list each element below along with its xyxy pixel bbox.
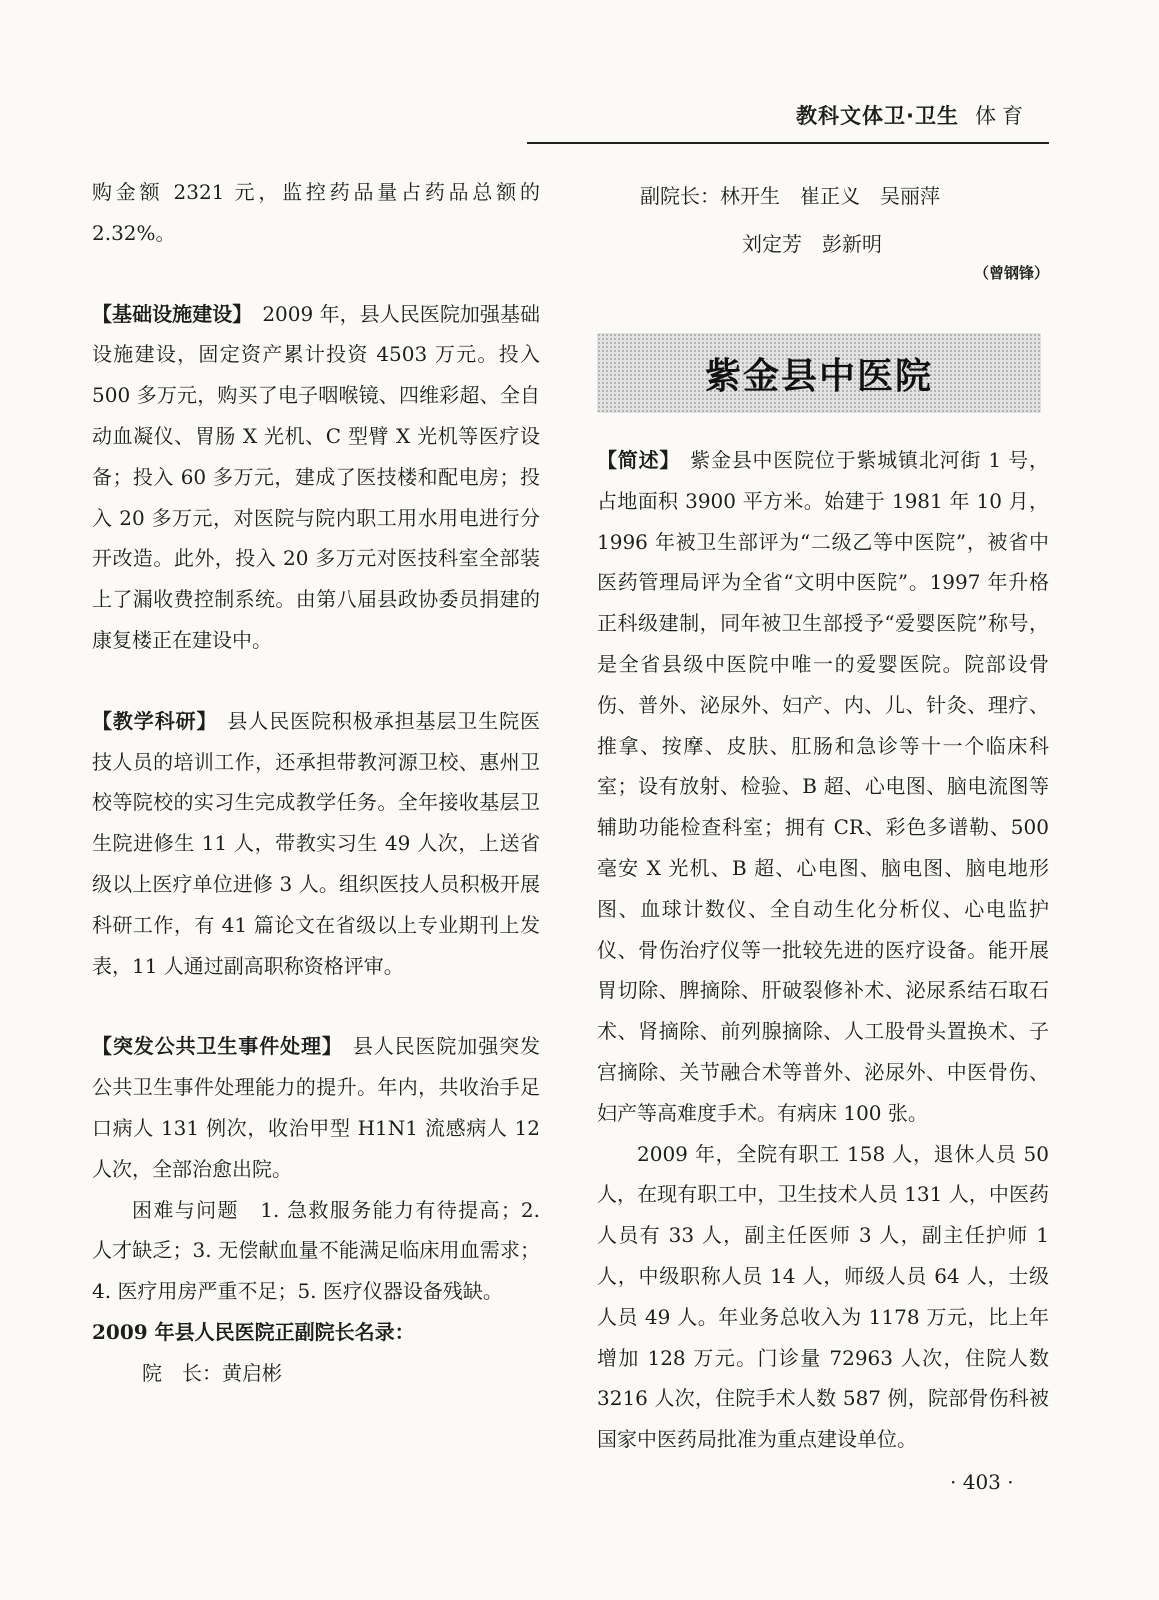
overview-heading: 【简述】 [597,448,681,472]
vice-president-line-2: 刘定芳 彭新明 [742,232,882,256]
header-section: 教科文体卫·卫生 [796,104,959,128]
teaching-body: 县人民医院积极承担基层卫生院医技人员的培训工作，还承担带教河源卫校、惠州卫校等院校的实习生完成教学任务。全年接收基层卫生院进修生 11 人，带教实习生 49 人次，上送省级以上医疗单位进修 3 人。组织医技人员积极开展科研工作，有 41 篇论文在省级以上专业期刊上发表，11 人通过副高职称资格评审。 [92,708,541,978]
vice-presidents [640,172,940,268]
emergency-heading: 【突发公共卫生事件处理】 [92,1034,343,1059]
author-credit: （曾钢锋） [973,264,1049,282]
stats-paragraph: 2009 年，全院有职工 158 人，退休人员 50 人，在现有职工中，卫生技术人员 131 人，中医药人员有 33 人，副主任医师 3 人，副主任护师 1 人，中级职称人员 14 人，师级人员 64 人，士级人员 49 人。年业务总收入为 1178 万元，比上年增加 128 万元。门诊量 72963 人次，住院人数 3216 人次，住院手术人数 587 例，院部骨伤科被国家中医药局批准为重点建设单位。 [597,1141,1049,1452]
vice-president-line-1: 副院长：林开生 崔正义 吴丽萍 [640,184,940,208]
spacer [92,254,540,294]
teaching-heading: 【教学科研】 [92,708,218,733]
leaders-list-title: 2009 年县人民医院正副院长名录： [92,1319,415,1344]
intro-paragraph: 购金额 2321 元，监控药品量占药品总额的 2.32%。 [92,180,540,245]
problems-paragraph: 困难与问题 1. 急救服务能力有待提高；2. 人才缺乏；3. 无偿献血量不能满足临床用血需求；4. 医疗用房严重不足；5. 医疗仪器设备残缺。 [92,1197,540,1304]
infrastructure-heading: 【基础设施建设】 [92,301,253,326]
spacer [92,986,540,1026]
header-rule [527,142,1049,144]
infrastructure-paragraph [92,294,540,661]
banner-title: 紫金县中医院 [704,355,933,397]
overview-paragraph [597,440,1049,1134]
president-line: 院 长：黄启彬 [142,1360,282,1385]
left-column [92,172,540,1394]
emergency-paragraph [92,1026,540,1189]
section-banner [597,333,1041,413]
header-subsection: 体育 [975,104,1029,128]
spacer [92,661,540,701]
running-header [796,100,1029,130]
page-number: · 403 · [950,1470,1014,1494]
right-column [597,440,1049,1460]
emergency-body: 县人民医院加强突发公共卫生事件处理能力的提升。年内，共收治手足口病人 131 例次，收治甲型 H1N1 流感病人 12 人次，全部治愈出院。 [92,1034,541,1181]
infrastructure-body: 2009 年，县人民医院加强基础设施建设，固定资产累计投资 4503 万元。投入 500 多万元，购买了电子咽喉镜、四维彩超、全自动血凝仪、胃肠 X 光机、C 型臂 X 光机等医疗设备；投入 60 多万元，建成了医技楼和配电房；投入 20 多万元，对医院与院内职工用水用电进行分开改造。此外，投入 20 多万元对医技科室全部装上了漏收费控制系统。由第八届县政协委员捐建的康复楼正在建设中。 [92,301,540,652]
overview-body: 紫金县中医院位于紫城镇北河街 1 号，占地面积 3900 平方米。始建于 1981 年 10 月，1996 年被卫生部评为“二级乙等中医院”，被省中医药管理局评为全省“文明中医院”。1997 年升格正科级建制，同年被卫生部授予“爱婴医院”称号，是全省县级中医院中唯一的爱婴医院。院部设骨伤、普外、泌尿外、妇产、内、儿、针灸、理疗、推拿、按摩、皮肤、肛肠和急诊等十一个临床科室；设有放射、检验、B 超、心电图、脑电流图等辅助功能检查科室；拥有 CR、彩色多谱勒、500 毫安 X 光机、B 超、心电图、脑电图、脑电地形图、血球计数仪、全自动生化分析仪、心电监护仪、骨伤治疗仪等一批较先进的医疗设备。能开展胃切除、脾摘除、肝破裂修补术、泌尿系结石取石术、肾摘除、前列腺摘除、人工股骨头置换术、子宫摘除、关节融合术等普外、泌尿外、中医骨伤、妇产等高难度手术。有病床 100 张。 [597,448,1049,1125]
teaching-paragraph [92,701,540,987]
